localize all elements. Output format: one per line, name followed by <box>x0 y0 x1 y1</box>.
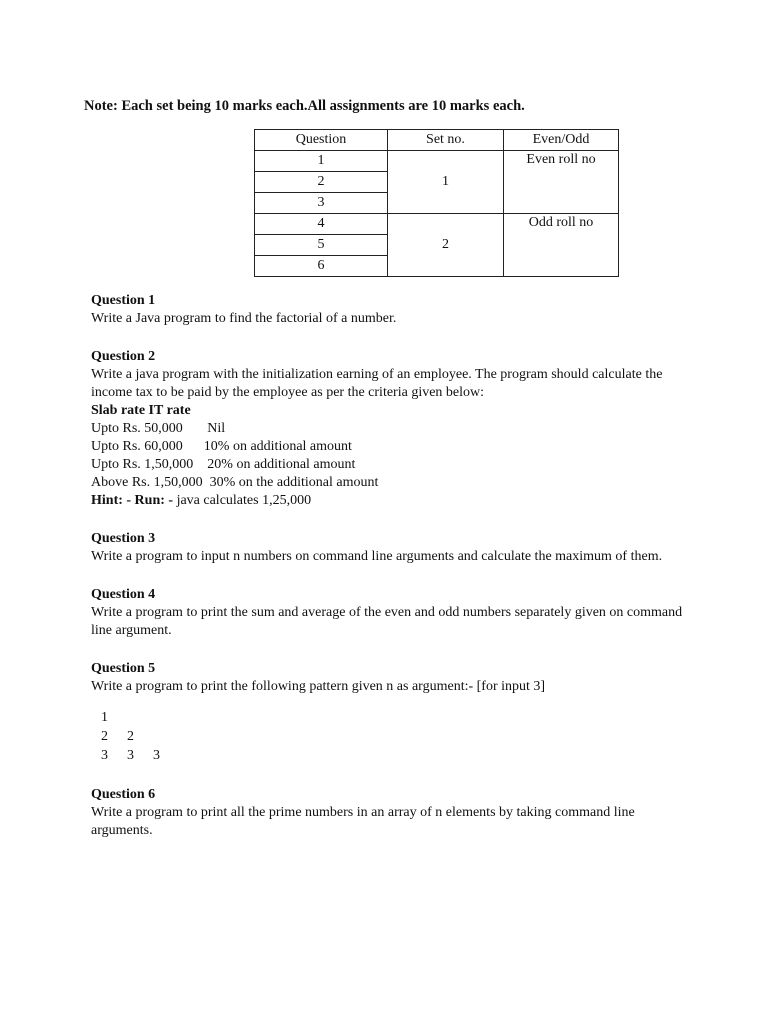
set-cell: 1 <box>388 151 504 214</box>
question-text: Write a program to print the following pattern given n as argument:- [for input 3] <box>91 679 546 694</box>
table-row <box>255 214 619 235</box>
header-set-no: Set no. <box>388 130 504 151</box>
set-cell: 2 <box>388 214 504 277</box>
question-cell: 2 <box>255 172 388 193</box>
question-text: Write a Java program to find the factorial of a number. <box>91 311 397 326</box>
question-cell: 4 <box>255 214 388 235</box>
question-title: Question 6 <box>91 787 156 802</box>
question-text: Write a program to print all the prime numbers in an array of n elements by taking command line arguments. <box>91 805 635 838</box>
question-title: Question 4 <box>91 587 156 602</box>
note-label: Note: <box>84 98 118 114</box>
question-cell: 1 <box>255 151 388 172</box>
slab-row: Upto Rs. 60,000 10% on additional amount <box>91 439 352 454</box>
question-text: Write a java program with the initialization earning of an employee. The program should calculate the income tax to be paid by the employee as per the criteria given below: <box>91 367 663 400</box>
question-title: Question 5 <box>91 661 156 676</box>
question-text: Write a program to input n numbers on command line arguments and calculate the maximum of them. <box>91 549 663 564</box>
parity-cell: Odd roll no <box>504 214 619 277</box>
question-cell: 3 <box>255 193 388 214</box>
pattern-number: 3 <box>153 748 160 763</box>
question-cell: 6 <box>255 256 388 277</box>
question-3 <box>91 530 691 566</box>
questions-section <box>91 292 691 840</box>
assignment-note <box>84 97 525 115</box>
header-even-odd: Even/Odd <box>504 130 619 151</box>
pattern-row <box>101 747 691 766</box>
note-text: Each set being 10 marks each.All assignments are 10 marks each. <box>121 98 525 114</box>
question-2 <box>91 348 691 510</box>
pattern-number: 3 <box>101 748 108 763</box>
pattern-number: 1 <box>101 710 108 725</box>
pattern-row <box>101 709 691 728</box>
header-question: Question <box>255 130 388 151</box>
parity-cell: Even roll no <box>504 151 619 214</box>
set-allocation-table <box>254 129 619 277</box>
question-5 <box>91 660 691 766</box>
slab-row: Above Rs. 1,50,000 30% on the additional amount <box>91 475 379 490</box>
pattern-number: 3 <box>127 748 134 763</box>
question-6 <box>91 786 691 840</box>
pattern-number: 2 <box>127 729 134 744</box>
pattern-number: 2 <box>101 729 108 744</box>
table-header-row <box>255 130 619 151</box>
number-pattern <box>101 709 691 766</box>
slab-heading: Slab rate IT rate <box>91 403 191 418</box>
question-4 <box>91 586 691 640</box>
question-title: Question 2 <box>91 349 156 364</box>
question-text: Write a program to print the sum and average of the even and odd numbers separately given on command line argument. <box>91 605 683 638</box>
hint-text: java calculates 1,25,000 <box>173 493 312 508</box>
slab-row: Upto Rs. 50,000 Nil <box>91 421 226 436</box>
pattern-row <box>101 728 691 747</box>
question-cell: 5 <box>255 235 388 256</box>
question-title: Question 1 <box>91 293 156 308</box>
hint-line <box>91 492 691 510</box>
question-title: Question 3 <box>91 531 156 546</box>
question-1 <box>91 292 691 328</box>
slab-row: Upto Rs. 1,50,000 20% on additional amount <box>91 457 356 472</box>
hint-label: Hint: - Run: - <box>91 493 174 508</box>
table-row <box>255 151 619 172</box>
